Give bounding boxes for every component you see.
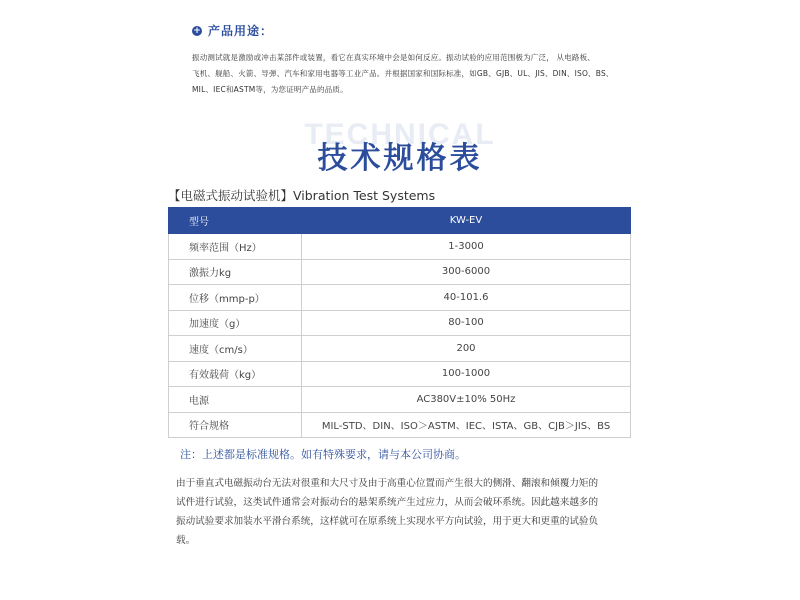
row-label: 位移（mmp-p）	[169, 285, 302, 311]
note-text: 注：上述都是标准规格。如有特殊要求，请与本公司协商。	[180, 448, 466, 461]
header-model-value: KW-EV	[302, 208, 631, 234]
row-label: 频率范围（Hz）	[169, 234, 302, 260]
description-paragraph	[176, 474, 631, 550]
row-value: 300-6000	[302, 259, 631, 285]
description-line: 试件进行试验，这类试件通常会对振动台的悬架系统产生过应力，从而会破环系统。因此越来越多的	[176, 497, 599, 508]
row-label: 速度（cm/s）	[169, 336, 302, 362]
header-model: 型号	[169, 208, 302, 234]
usage-text	[192, 50, 622, 98]
table-row	[169, 336, 631, 362]
spec-table	[168, 207, 631, 438]
description-line: 振动试验要求加装水平滑台系统，这样就可在原系统上实现水平方向试验，用于更大和更重的试验负	[176, 516, 599, 527]
usage-line: 飞机、舰船、火箭、导弹、汽车和家用电器等工业产品。并根据国家和国际标准，如GB、GJB、UL、JIS、DIN、ISO、BS、	[192, 69, 614, 78]
row-label: 电源	[169, 387, 302, 413]
row-value: 80-100	[302, 310, 631, 336]
row-value: AC380V±10% 50Hz	[302, 387, 631, 413]
row-value: 200	[302, 336, 631, 362]
row-label: 加速度（g）	[169, 310, 302, 336]
watermark-text: TECHNICAL	[304, 118, 496, 151]
description-line: 载。	[176, 535, 196, 546]
usage-line: MIL、IEC和ASTM等，为您证明产品的品质。	[192, 85, 348, 94]
table-row	[169, 412, 631, 438]
table-header-row	[169, 208, 631, 234]
row-value: 1-3000	[302, 234, 631, 260]
spec-title: 技术规格表	[317, 141, 483, 176]
table-row	[169, 285, 631, 311]
row-value: MIL-STD、DIN、ISO＞ASTM、IEC、ISTA、GB、CJB＞JIS、BS	[302, 412, 631, 438]
row-label: 激振力kg	[169, 259, 302, 285]
row-label: 符合规格	[169, 412, 302, 438]
table-row	[169, 259, 631, 285]
table-caption: 【电磁式振动试验机】Vibration Test Systems	[168, 188, 436, 203]
table-row	[169, 387, 631, 413]
usage-line: 振动测试就是激励或冲击某部件或装置，看它在真实环境中会是如何反应。振动试验的应用范围极为广泛， 从电路板、	[192, 53, 595, 62]
table-row	[169, 361, 631, 387]
table-row	[169, 234, 631, 260]
row-value: 40-101.6	[302, 285, 631, 311]
table-row	[169, 310, 631, 336]
plus-circle-icon: +	[193, 25, 201, 36]
usage-title: 产品用途：	[208, 24, 274, 38]
description-line: 由于垂直式电磁振动台无法对很重和大尺寸及由于高重心位置而产生很大的侧滑、翻滚和倾覆力矩的	[176, 478, 599, 489]
row-value: 100-1000	[302, 361, 631, 387]
row-label: 有效载荷（kg）	[169, 361, 302, 387]
usage-header	[192, 22, 273, 39]
